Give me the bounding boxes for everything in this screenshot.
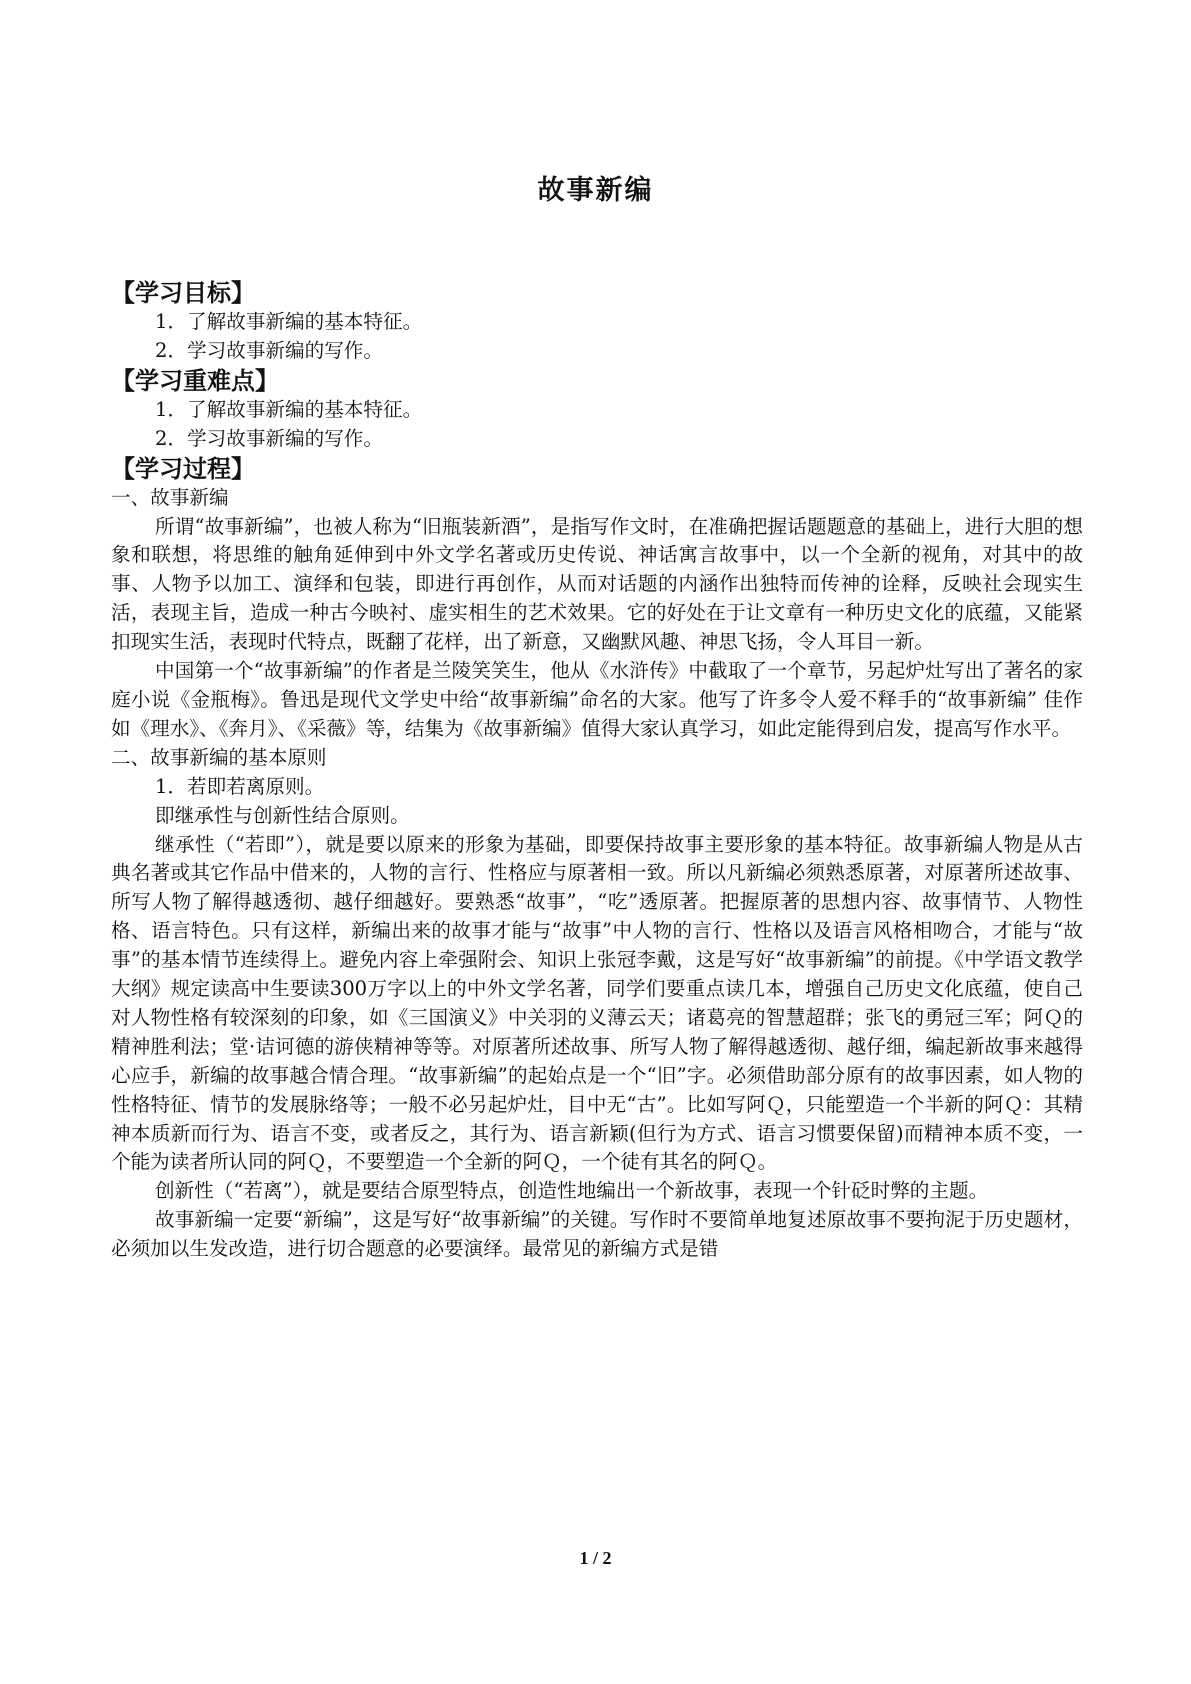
page-number: 1 / 2: [579, 1548, 612, 1568]
key-point-item: 1．了解故事新编的基本特征。: [155, 397, 423, 421]
document-body: [111, 278, 1083, 1264]
paragraph: 创新性（“若离”），就是要结合原型特点，创造性地编出一个新故事，表现一个针砭时弊的主题。: [155, 1179, 989, 1203]
paragraph: 继承性（“若即”），就是要以原来的形象为基础，即要保持故事主要形象的基本特征。故事新编人物是从古典名著或其它作品中借来的，人物的言行、性格应与原著相一致。所以凡新编必须熟悉原著，对原著所述故事、所写人物了解得越透彻、越仔细越好。要熟悉“故事”，“吃”透原著。把握原著的思想内容、故事情节、人物性格、语言特色。只有这样，新编出来的故事才能与“故事”中人物的言行、性格以及语言风格相吻合，才能与“故事”的基本情节连续得上。避免内容上牵强附会、知识上张冠李戴，这是写好“故事新编”的前提。《中学语文教学大纲》规定读高中生要读300万字以上的中外文学名著，同学们要重点读几本，增强自己历史文化底蕴，使自己对人物性格有较深刻的印象，如《三国演义》中关羽的义薄云天；诸葛亮的智慧超群；张飞的勇冠三军；阿Ｑ的精神胜利法；堂·诘诃德的游侠精神等等。对原著所述故事、所写人物了解得越透彻、越仔细，编起新故事来越得心应手，新编的故事越合情合理。“故事新编”的起始点是一个“旧”字。必须借助部分原有的故事因素，如人物的性格特征、情节的发展脉络等；一般不必另起炉灶，目中无“古”。比如写阿Ｑ，只能塑造一个半新的阿Ｑ：其精神本质新而行为、语言不变，或者反之，其行为、语言新颖(但行为方式、语言习惯要保留)而精神本质不变，一个能为读者所认同的阿Ｑ，不要塑造一个全新的阿Ｑ，一个徒有其名的阿Ｑ。: [111, 832, 1083, 1174]
goal-item: 1．了解故事新编的基本特征。: [155, 310, 423, 333]
paragraph: 即继承性与创新性结合原则。: [155, 803, 410, 827]
section-heading-key-points: 【学习重难点】: [111, 366, 279, 395]
page-title: 故事新编: [537, 175, 654, 206]
subsection-heading: 一、故事新编: [111, 485, 229, 509]
paragraph: 中国第一个“故事新编”的作者是兰陵笑笑生，他从《水浒传》中截取了一个章节，另起炉灶写出了著名的家庭小说《金瓶梅》。鲁迅是现代文学史中给“故事新编”命名的大家。他写了许多令人爱不释手的“故事新编” 佳作如《理水》、《奔月》、《采薇》等，结集为《故事新编》值得大家认真学习，如此定能得到启发，提高写作水平。: [111, 659, 1083, 740]
paragraph: 故事新编一定要“新编”，这是写好“故事新编”的关键。写作时不要简单地复述原故事不要拘泥于历史题材，必须加以生发改造，进行切合题意的必要演绎。最常见的新编方式是错: [111, 1208, 1083, 1261]
paragraph: 1．若即若离原则。: [155, 774, 325, 798]
subsection-heading: 二、故事新编的基本原则: [111, 745, 327, 769]
section-heading-process: 【学习过程】: [111, 454, 255, 483]
goal-item: 2．学习故事新编的写作。: [155, 338, 383, 362]
key-point-item: 2．学习故事新编的写作。: [155, 426, 383, 450]
paragraph: 所谓“故事新编”，也被人称为“旧瓶装新酒”，是指写作文时，在准确把握话题题意的基础上，进行大胆的想象和联想，将思维的触角延伸到中外文学名著或历史传说、神话寓言故事中，以一个全新的视角，对其中的故事、人物予以加工、演绎和包装，即进行再创作，从而对话题的内涵作出独特而传神的诠释，反映社会现实生活，表现主旨，造成一种古今映衬、虚实相生的艺术效果。它的好处在于让文章有一种历史文化的底蕴，又能紧扣现实生活，表现时代特点，既翻了花样，出了新意，又幽默风趣、神思飞扬，令人耳目一新。: [111, 514, 1083, 654]
section-heading-goals: 【学习目标】: [111, 279, 255, 307]
